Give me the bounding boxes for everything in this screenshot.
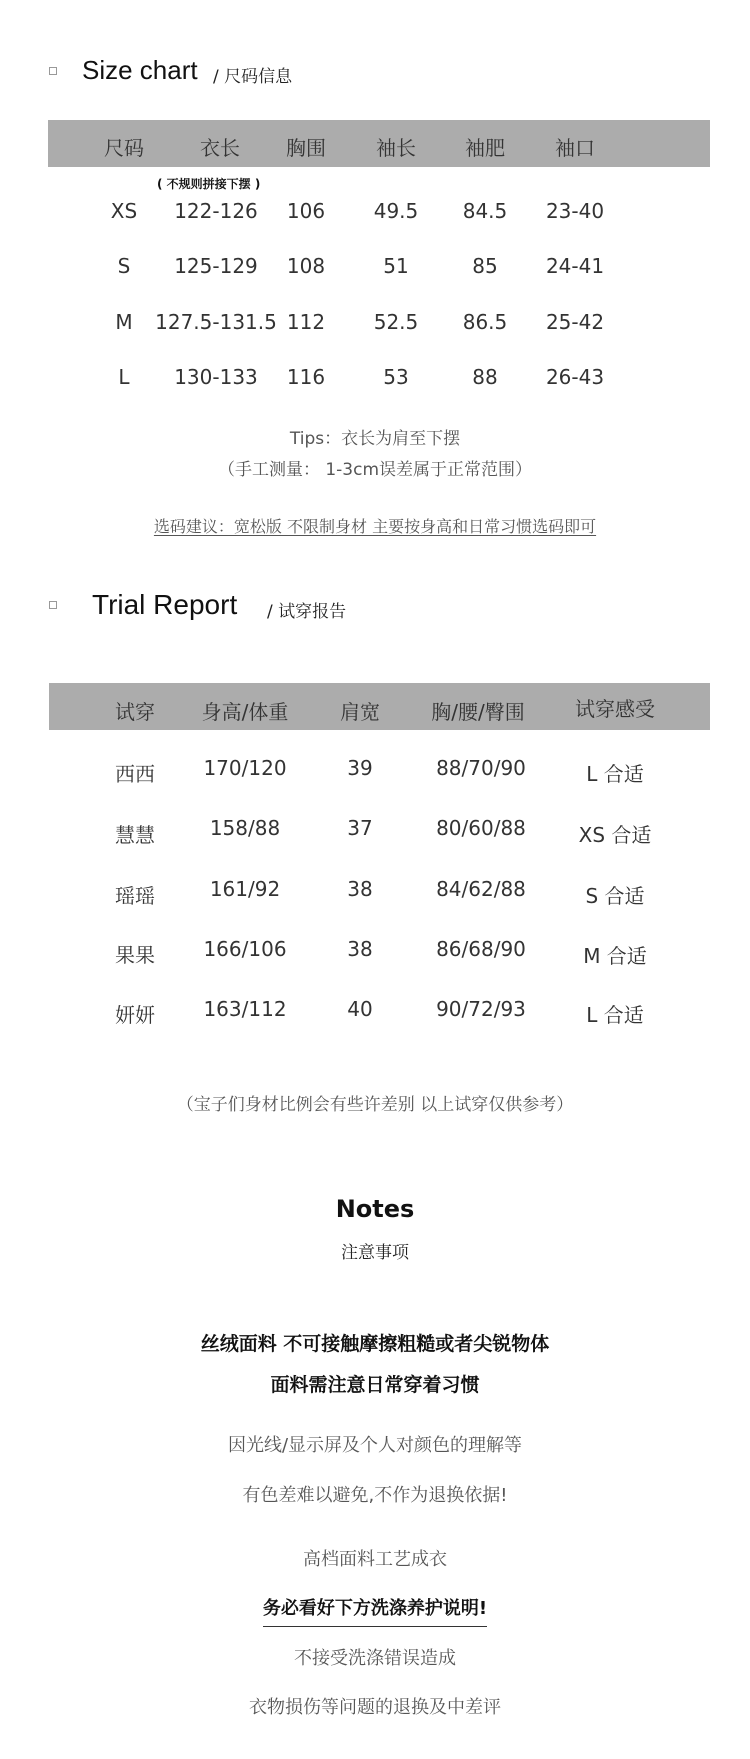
notes-info-line: 因光线/显示屏及个人对颜色的理解等 xyxy=(227,1435,523,1456)
care-instructions-callout xyxy=(0,1594,750,1627)
trial-row xyxy=(49,937,710,968)
size-table-header xyxy=(48,120,710,167)
trial-cell: 37 xyxy=(347,816,373,840)
size-header-cell: 袖口 xyxy=(555,136,595,160)
trial-cell: 慧慧 xyxy=(115,823,155,847)
size-cell: 26-43 xyxy=(545,365,605,389)
tips-text: Tips：衣长为肩至下摆 xyxy=(289,429,461,449)
trial-table-header xyxy=(49,683,710,730)
size-cell: 112 xyxy=(286,310,326,334)
trial-header-cell: 试穿感受 xyxy=(575,697,655,721)
size-row xyxy=(48,199,710,225)
size-cell: 108 xyxy=(286,254,326,278)
trial-header-cell: 身高/体重 xyxy=(201,700,289,724)
size-cell: 125-129 xyxy=(174,254,258,278)
notes-info-line: 不接受洗涤错误造成 xyxy=(294,1648,456,1669)
trial-cell: L 合适 xyxy=(586,762,644,786)
size-row xyxy=(48,310,710,336)
size-header-cell: 尺码 xyxy=(104,136,144,160)
trial-cell: 88/70/90 xyxy=(436,756,526,780)
notes-info-line: 有色差难以避免,不作为退换依据! xyxy=(242,1485,508,1506)
trial-header-cell: 肩宽 xyxy=(340,700,380,724)
notes-subtitle: 注意事项 xyxy=(341,1243,409,1263)
trial-cell: 38 xyxy=(347,937,373,961)
size-cell: 116 xyxy=(286,365,326,389)
trial-cell: 161/92 xyxy=(209,877,281,901)
size-cell: 86.5 xyxy=(462,310,508,334)
size-cell: 122-126 xyxy=(174,199,258,223)
trial-cell: 163/112 xyxy=(203,997,287,1021)
trial-cell: 86/68/90 xyxy=(436,937,526,961)
size-advice: 选码建议：宽松版 不限制身材 主要按身高和日常习惯选码即可 xyxy=(153,517,597,536)
trial-cell: 158/88 xyxy=(209,816,281,840)
section-marker-icon xyxy=(49,601,57,609)
length-note: ( 不规则拼接下摆 ) xyxy=(157,177,261,191)
trial-header-cell: 试穿 xyxy=(115,700,155,724)
notes-warning-line: 丝绒面料 不可接触摩擦粗糙或者尖锐物体 xyxy=(200,1333,550,1355)
size-cell: 24-41 xyxy=(545,254,605,278)
size-cell: 84.5 xyxy=(462,199,508,223)
size-chart-subtitle: / 尺码信息 xyxy=(213,67,293,87)
trial-cell: 84/62/88 xyxy=(436,877,526,901)
size-cell: 127.5-131.5 xyxy=(155,310,277,334)
trial-report-subtitle: / 试穿报告 xyxy=(267,602,347,622)
trial-cell: 40 xyxy=(347,997,373,1021)
trial-cell: 39 xyxy=(347,756,373,780)
notes-warning-line: 面料需注意日常穿着习惯 xyxy=(270,1374,480,1396)
trial-footnote: （宝子们身材比例会有些许差别 以上试穿仅供参考） xyxy=(176,1095,574,1115)
trial-cell: 170/120 xyxy=(203,756,287,780)
trial-cell: 38 xyxy=(347,877,373,901)
size-header-cell: 袖长 xyxy=(376,136,416,160)
size-cell: 25-42 xyxy=(545,310,605,334)
trial-report-title: Trial Report xyxy=(92,589,238,620)
size-cell: 53 xyxy=(383,365,409,389)
notes-info-line: 高档面料工艺成衣 xyxy=(303,1549,447,1570)
notes-title: Notes xyxy=(335,1195,415,1223)
trial-cell: M 合适 xyxy=(583,944,647,968)
trial-cell: 90/72/93 xyxy=(436,997,526,1021)
trial-header-cell: 胸/腰/臀围 xyxy=(431,700,525,724)
size-cell: 51 xyxy=(383,254,409,278)
size-header-cell: 袖肥 xyxy=(465,136,505,160)
trial-cell: 西西 xyxy=(115,762,155,786)
size-cell: M xyxy=(115,310,133,334)
size-cell: 52.5 xyxy=(373,310,419,334)
trial-cell: 妍妍 xyxy=(115,1003,155,1027)
size-cell: 49.5 xyxy=(373,199,419,223)
trial-cell: 80/60/88 xyxy=(436,816,526,840)
size-cell: 23-40 xyxy=(545,199,605,223)
size-row xyxy=(48,254,710,280)
trial-row xyxy=(49,756,710,784)
trial-row xyxy=(49,997,710,1025)
size-row xyxy=(48,365,710,391)
size-cell: 88 xyxy=(472,365,498,389)
size-cell: L xyxy=(118,365,130,389)
trial-cell: 果果 xyxy=(115,943,155,967)
trial-cell: XS 合适 xyxy=(578,823,652,847)
notes-info-line: 衣物损伤等问题的退换及中差评 xyxy=(249,1697,501,1718)
size-cell: 106 xyxy=(286,199,326,223)
trial-cell: S 合适 xyxy=(585,884,645,908)
size-cell: 130-133 xyxy=(174,365,258,389)
trial-cell: L 合适 xyxy=(586,1003,644,1027)
trial-cell: 166/106 xyxy=(203,937,287,961)
size-header-cell: 胸围 xyxy=(286,136,326,160)
care-instructions-text: 务必看好下方洗涤养护说明! xyxy=(263,1594,487,1627)
size-cell: 85 xyxy=(472,254,498,278)
section-marker-icon xyxy=(49,67,57,75)
size-chart-title: Size chart xyxy=(82,55,198,85)
size-header-cell: 衣长 xyxy=(200,136,240,160)
trial-cell: 瑶瑶 xyxy=(115,884,155,908)
size-cell: XS xyxy=(110,199,138,223)
measure-note: （手工测量： 1-3cm误差属于正常范围） xyxy=(217,460,533,480)
trial-row xyxy=(49,816,710,847)
size-cell: S xyxy=(117,254,131,278)
trial-row xyxy=(49,877,710,908)
